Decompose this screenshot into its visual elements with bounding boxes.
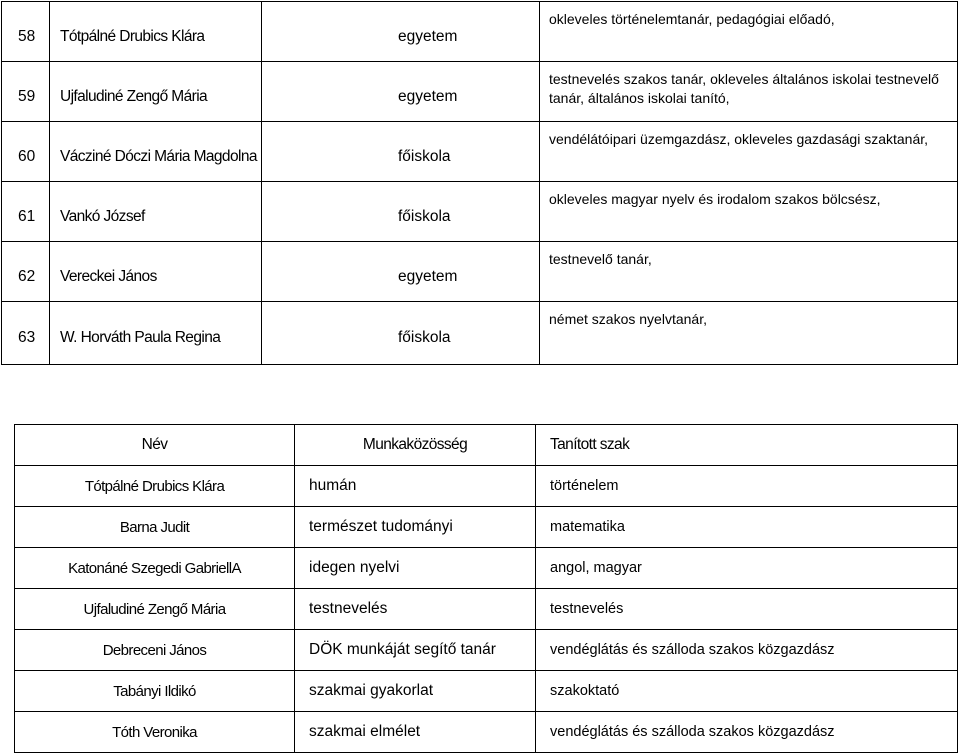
institution-type: főiskola [262,182,540,242]
institution-type: egyetem [262,242,540,302]
teacher-name: Vereckei János [50,242,262,302]
teacher-name: W. Horváth Paula Regina [50,302,262,365]
teacher-name: Tótpálné Drubics Klára [15,466,295,507]
staff-qualification-table [1,1,958,365]
qualification: testnevelés szakos tanár, okleveles általános iskolai testnevelő tanár, általános iskolai tanító, [540,62,958,122]
table-row [2,182,958,242]
table-row [2,2,958,62]
table-row [2,242,958,302]
community-name: természet tudományi [295,507,536,548]
teacher-name: Tóth Veronika [15,712,295,753]
teacher-name: Katonáné Szegedi GabriellA [15,548,295,589]
qualification: német szakos nyelvtanár, [540,302,958,365]
table-header-row [15,425,958,466]
subject-taught: vendéglátás és szálloda szakos közgazdász [536,712,958,753]
subject-taught: vendéglátás és szálloda szakos közgazdász [536,630,958,671]
community-name: szakmai gyakorlat [295,671,536,712]
institution-type: főiskola [262,122,540,182]
table-row [15,630,958,671]
teacher-name: Debreceni János [15,630,295,671]
qualification: okleveles magyar nyelv és irodalom szakos bölcsész, [540,182,958,242]
row-number: 63 [2,302,50,365]
subject-taught: angol, magyar [536,548,958,589]
community-name: humán [295,466,536,507]
teacher-name: Tabányi Ildikó [15,671,295,712]
table-row [2,62,958,122]
subject-taught: történelem [536,466,958,507]
table-row [2,302,958,365]
qualification: testnevelő tanár, [540,242,958,302]
row-number: 61 [2,182,50,242]
work-community-table [14,424,958,753]
table-row [15,589,958,630]
table-row [15,507,958,548]
institution-type: főiskola [262,302,540,365]
community-name: idegen nyelvi [295,548,536,589]
table-row [2,122,958,182]
teacher-name: Tótpálné Drubics Klára [50,2,262,62]
teacher-name: Ujfaludiné Zengő Mária [50,62,262,122]
teacher-name: Vankó József [50,182,262,242]
qualification: okleveles történelemtanár, pedagógiai előadó, [540,2,958,62]
subject-taught: testnevelés [536,589,958,630]
community-name: szakmai elmélet [295,712,536,753]
row-number: 58 [2,2,50,62]
table-row [15,712,958,753]
row-number: 62 [2,242,50,302]
row-number: 60 [2,122,50,182]
community-name: testnevelés [295,589,536,630]
table-row [15,548,958,589]
teacher-name: Vácziné Dóczi Mária Magdolna [50,122,262,182]
header-community: Munkaközösség [295,425,536,466]
header-subject: Tanított szak [536,425,958,466]
institution-type: egyetem [262,2,540,62]
teacher-name: Ujfaludiné Zengő Mária [15,589,295,630]
row-number: 59 [2,62,50,122]
header-name: Név [15,425,295,466]
institution-type: egyetem [262,62,540,122]
qualification: vendélátóipari üzemgazdász, okleveles gazdasági szaktanár, [540,122,958,182]
subject-taught: szakoktató [536,671,958,712]
community-name: DÖK munkáját segítő tanár [295,630,536,671]
teacher-name: Barna Judit [15,507,295,548]
table-row [15,671,958,712]
subject-taught: matematika [536,507,958,548]
table-row [15,466,958,507]
